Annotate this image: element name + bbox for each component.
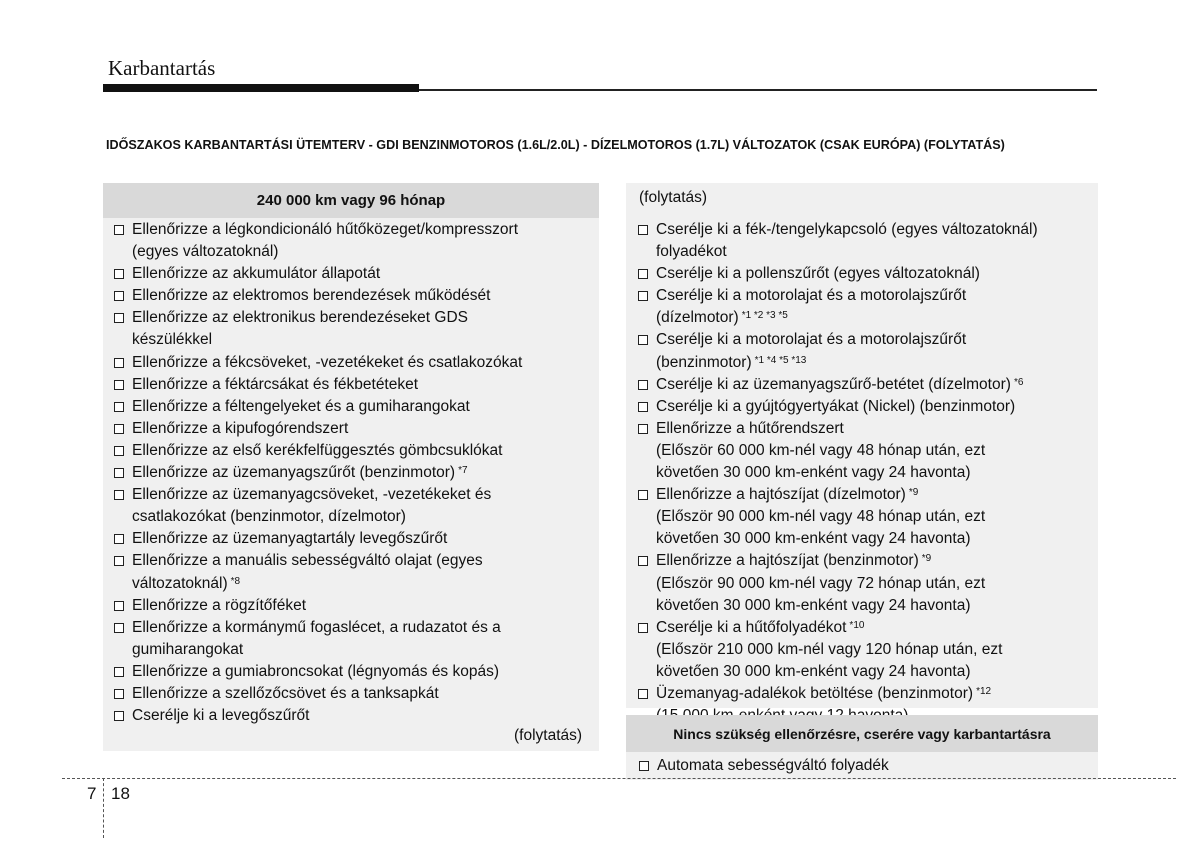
footnote-reference: *10 bbox=[849, 619, 865, 631]
checklist-item-text bbox=[132, 484, 584, 528]
checklist-item-line: Üzemanyag-adalékok betöltése (benzinmotor) $^{*12}$ bbox=[656, 684, 992, 702]
left-continued-label: (folytatás) bbox=[514, 727, 583, 744]
checklist-item-text bbox=[132, 595, 584, 617]
checkbox-icon bbox=[114, 225, 124, 235]
checkbox-icon bbox=[114, 556, 124, 566]
footnote-reference: *7 bbox=[458, 465, 468, 477]
footnote-reference: *1 *2 *3 *5 bbox=[741, 310, 788, 322]
checklist-item-text bbox=[656, 550, 1093, 616]
footnote-reference: *12 bbox=[976, 685, 992, 697]
checklist-item-line: Ellenőrizze az üzemanyagtartály levegőszűrőt bbox=[132, 530, 448, 548]
footnote-reference: *1 *4 *5 *13 bbox=[754, 354, 807, 366]
checklist-item-line: Cserélje ki a pollenszűrőt (egyes változatoknál) bbox=[656, 265, 980, 283]
checkbox-icon bbox=[638, 335, 648, 345]
checklist-item bbox=[638, 263, 1093, 285]
checklist-item-text bbox=[132, 462, 584, 484]
right-continued-label: (folytatás) bbox=[639, 189, 708, 206]
checkbox-icon bbox=[114, 468, 124, 478]
footnote-reference: *9 bbox=[908, 487, 919, 499]
checklist-item bbox=[114, 352, 584, 374]
checklist-item bbox=[638, 374, 1093, 396]
checklist-item-text bbox=[656, 263, 1093, 285]
checklist-item-text bbox=[132, 683, 584, 705]
checklist-item-line: Cserélje ki az üzemanyagszűrő-betétet (dízelmotor) $^{*6}$ bbox=[656, 375, 1024, 393]
checklist-item-line: (Először 90 000 km-nél vagy 48 hónap után, ezt bbox=[656, 508, 986, 526]
checklist-item-text bbox=[132, 418, 584, 440]
checklist-item-text bbox=[132, 374, 584, 396]
checkbox-icon bbox=[638, 424, 648, 434]
checklist-item-line: Ellenőrizze a kormánymű fogaslécet, a rudazatot és a bbox=[132, 618, 501, 636]
checkbox-icon bbox=[114, 490, 124, 500]
checklist-item-line: Ellenőrizze az elektromos berendezések működését bbox=[132, 287, 491, 305]
checklist-item-line: folyadékot bbox=[656, 243, 727, 261]
checklist-item-line: Cserélje ki a motorolajat és a motorolajszűrőt bbox=[656, 331, 967, 349]
checklist-item-line: Ellenőrizze az akkumulátor állapotát bbox=[132, 265, 381, 283]
checkbox-icon bbox=[638, 556, 648, 566]
checklist-item-text bbox=[132, 440, 584, 462]
checkbox-icon bbox=[638, 269, 648, 279]
checklist-item-line: Ellenőrizze az üzemanyagcsöveket, -vezetékeket és bbox=[132, 486, 492, 504]
checklist-item bbox=[114, 528, 584, 550]
checklist-item-line: Ellenőrizze a hajtószíjat (benzinmotor) $^{*9}$ bbox=[656, 552, 932, 570]
checklist-item bbox=[638, 285, 1093, 329]
checklist-item-line: készülékkel bbox=[132, 331, 213, 349]
header-rule-accent bbox=[103, 84, 419, 92]
checklist-item-text bbox=[132, 352, 584, 374]
checklist-item bbox=[114, 661, 584, 683]
checklist-item-text bbox=[132, 263, 584, 285]
checklist-item bbox=[114, 285, 584, 307]
checklist-item-text bbox=[132, 219, 584, 263]
checklist-item-line: Ellenőrizze az első kerékfelfüggesztés gömbcsuklókat bbox=[132, 441, 503, 459]
checkbox-icon bbox=[114, 402, 124, 412]
checklist-item bbox=[114, 263, 584, 285]
checklist-item-text bbox=[656, 285, 1093, 329]
checklist-item bbox=[638, 550, 1093, 616]
checklist-item-text bbox=[656, 418, 1093, 484]
checklist-item bbox=[114, 705, 584, 727]
checklist-item bbox=[114, 484, 584, 528]
checklist-item bbox=[638, 484, 1093, 550]
checklist-item-line: Ellenőrizze a fékcsöveket, -vezetékeket és csatlakozókat bbox=[132, 353, 523, 371]
checkbox-icon bbox=[114, 424, 124, 434]
checklist-item bbox=[114, 307, 584, 351]
checklist-item bbox=[114, 418, 584, 440]
checkbox-icon bbox=[114, 380, 124, 390]
checklist-item bbox=[638, 329, 1093, 373]
checkbox-icon bbox=[114, 667, 124, 677]
checklist-item-line: gumiharangokat bbox=[132, 640, 244, 658]
checklist-item-line: Ellenőrizze a hajtószíjat (dízelmotor) $^{*9}$ bbox=[656, 486, 919, 504]
checkbox-icon bbox=[114, 534, 124, 544]
checklist-item-text bbox=[656, 374, 1093, 396]
checklist-item-line: Cserélje ki a fék-/tengelykapcsoló (egyes változatoknál) bbox=[656, 221, 1038, 238]
checklist-item-line: Ellenőrizze a gumiabroncsokat (légnyomás és kopás) bbox=[132, 662, 500, 680]
checklist-item-line: Ellenőrizze az elektronikus berendezéseket GDS bbox=[132, 309, 469, 327]
checkbox-icon bbox=[638, 225, 648, 235]
footnote-reference: *9 bbox=[921, 553, 932, 565]
checklist-item-line: (Először 60 000 km-nél vagy 48 hónap után, ezt bbox=[656, 441, 986, 459]
checkbox-icon bbox=[639, 761, 649, 771]
checklist-item-line: Ellenőrizze a hűtőrendszert bbox=[656, 419, 844, 437]
checklist-item bbox=[114, 462, 584, 484]
checklist-item-line: (Először 210 000 km-nél vagy 120 hónap után, ezt bbox=[656, 640, 1003, 658]
checkbox-icon bbox=[114, 446, 124, 456]
checklist-item bbox=[114, 396, 584, 418]
checklist-item-text bbox=[656, 484, 1093, 550]
checklist-item bbox=[638, 219, 1093, 263]
checklist-item-line: Ellenőrizze a féktárcsákat és fékbetéteket bbox=[132, 375, 419, 393]
checklist-item-line: (benzinmotor) $^{*1 *4 *5 *13}$ bbox=[656, 353, 807, 371]
checkbox-icon bbox=[114, 358, 124, 368]
checklist-item bbox=[114, 595, 584, 617]
checklist-item-line: Ellenőrizze a légkondicionáló hűtőközeget/kompresszort bbox=[132, 221, 518, 238]
checkbox-icon bbox=[114, 601, 124, 611]
checkbox-icon bbox=[114, 313, 124, 323]
checklist-item-text bbox=[132, 528, 584, 550]
checklist-item-text bbox=[132, 661, 584, 683]
checklist-item-line: követően 30 000 km-enként vagy 24 havonta) bbox=[656, 464, 971, 482]
checklist-item bbox=[114, 617, 584, 661]
checklist-item-text bbox=[656, 396, 1093, 418]
page-number: 18 bbox=[111, 784, 130, 803]
checklist-item-text bbox=[132, 285, 584, 307]
checklist-item-line: követően 30 000 km-enként vagy 24 havonta) bbox=[656, 596, 971, 614]
checklist-item-text bbox=[656, 219, 1093, 263]
page-header-title: Karbantartás bbox=[108, 56, 216, 80]
checkbox-icon bbox=[114, 689, 124, 699]
checklist-item bbox=[638, 617, 1093, 683]
checklist-item bbox=[114, 440, 584, 462]
checklist-item-line: Cserélje ki a levegőszűrőt bbox=[132, 707, 310, 725]
checklist-item-text bbox=[657, 755, 1094, 777]
checklist-item-line: követően 30 000 km-enként vagy 24 havonta) bbox=[656, 662, 971, 680]
checklist-item bbox=[114, 550, 584, 594]
left-checklist bbox=[114, 219, 584, 727]
no-maintenance-checklist bbox=[639, 755, 1094, 777]
footnote-reference: *6 bbox=[1013, 376, 1024, 388]
checklist-item-text bbox=[656, 329, 1093, 373]
checklist-item-line: csatlakozókat (benzinmotor, dízelmotor) bbox=[132, 508, 406, 526]
checklist-item-text bbox=[132, 617, 584, 661]
checkbox-icon bbox=[114, 291, 124, 301]
checklist-item bbox=[638, 418, 1093, 484]
checklist-item-text bbox=[132, 705, 584, 727]
checkbox-icon bbox=[114, 623, 124, 633]
checklist-item bbox=[114, 374, 584, 396]
checkbox-icon bbox=[114, 269, 124, 279]
checklist-item-line: (dízelmotor) $^{*1 *2 *3 *5}$ bbox=[656, 309, 788, 327]
checklist-item-text bbox=[132, 396, 584, 418]
checklist-item-text bbox=[132, 307, 584, 351]
right-checklist bbox=[638, 219, 1093, 727]
checklist-item-line: Ellenőrizze a féltengelyeket és a gumiharangokat bbox=[132, 397, 470, 415]
footnote-reference: *8 bbox=[230, 575, 241, 587]
checklist-item-line: Cserélje ki a gyújtógyertyákat (Nickel) (benzinmotor) bbox=[656, 397, 1016, 415]
checkbox-icon bbox=[638, 380, 648, 390]
left-column-heading: 240 000 km vagy 96 hónap bbox=[103, 183, 599, 218]
checklist-item bbox=[638, 396, 1093, 418]
chapter-number: 7 bbox=[87, 784, 97, 803]
footer-dashed-rule bbox=[62, 778, 1176, 779]
checklist-item-line: Ellenőrizze a manuális sebességváltó olajat (egyes bbox=[132, 552, 483, 570]
checklist-item-text bbox=[656, 617, 1093, 683]
checklist-item-line: Ellenőrizze a rögzítőféket bbox=[132, 596, 307, 614]
checklist-item-line: Ellenőrizze a szellőzőcsövet és a tanksapkát bbox=[132, 684, 439, 702]
checklist-item bbox=[114, 219, 584, 263]
checklist-item bbox=[114, 683, 584, 705]
checklist-item-line: követően 30 000 km-enként vagy 24 havonta) bbox=[656, 530, 971, 548]
checklist-item bbox=[639, 755, 1094, 777]
section-title: IDŐSZAKOS KARBANTARTÁSI ÜTEMTERV - GDI BENZINMOTOROS (1.6L/2.0L) - DÍZELMOTOROS (1.7L) VÁLTOZATOK (CSAK EURÓPA) (FOLYTATÁS) bbox=[106, 138, 1005, 152]
checklist-item-line: Automata sebességváltó folyadék bbox=[657, 757, 889, 774]
checklist-item-line: Cserélje ki a hűtőfolyadékot $^{*10}$ bbox=[656, 618, 865, 636]
footer-dashed-divider bbox=[103, 778, 104, 838]
checklist-item-line: Cserélje ki a motorolajat és a motorolajszűrőt bbox=[656, 287, 967, 305]
checkbox-icon bbox=[638, 402, 648, 412]
checkbox-icon bbox=[114, 711, 124, 721]
checklist-item-text bbox=[132, 550, 584, 594]
checklist-item-line: Ellenőrizze az üzemanyagszűrőt (benzinmotor) $^{*7}$ bbox=[132, 464, 468, 482]
checkbox-icon bbox=[638, 291, 648, 301]
checkbox-icon bbox=[638, 689, 648, 699]
checkbox-icon bbox=[638, 623, 648, 633]
checklist-item-line: (egyes változatoknál) bbox=[132, 243, 279, 261]
checklist-item-line: Ellenőrizze a kipufogórendszert bbox=[132, 419, 349, 437]
checkbox-icon bbox=[638, 490, 648, 500]
no-maintenance-heading: Nincs szükség ellenőrzésre, cserére vagy karbantartásra bbox=[626, 715, 1098, 752]
checklist-item-line: változatoknál) $^{*8}$ bbox=[132, 574, 241, 592]
checklist-item-line: (Először 90 000 km-nél vagy 72 hónap után, ezt bbox=[656, 574, 986, 592]
